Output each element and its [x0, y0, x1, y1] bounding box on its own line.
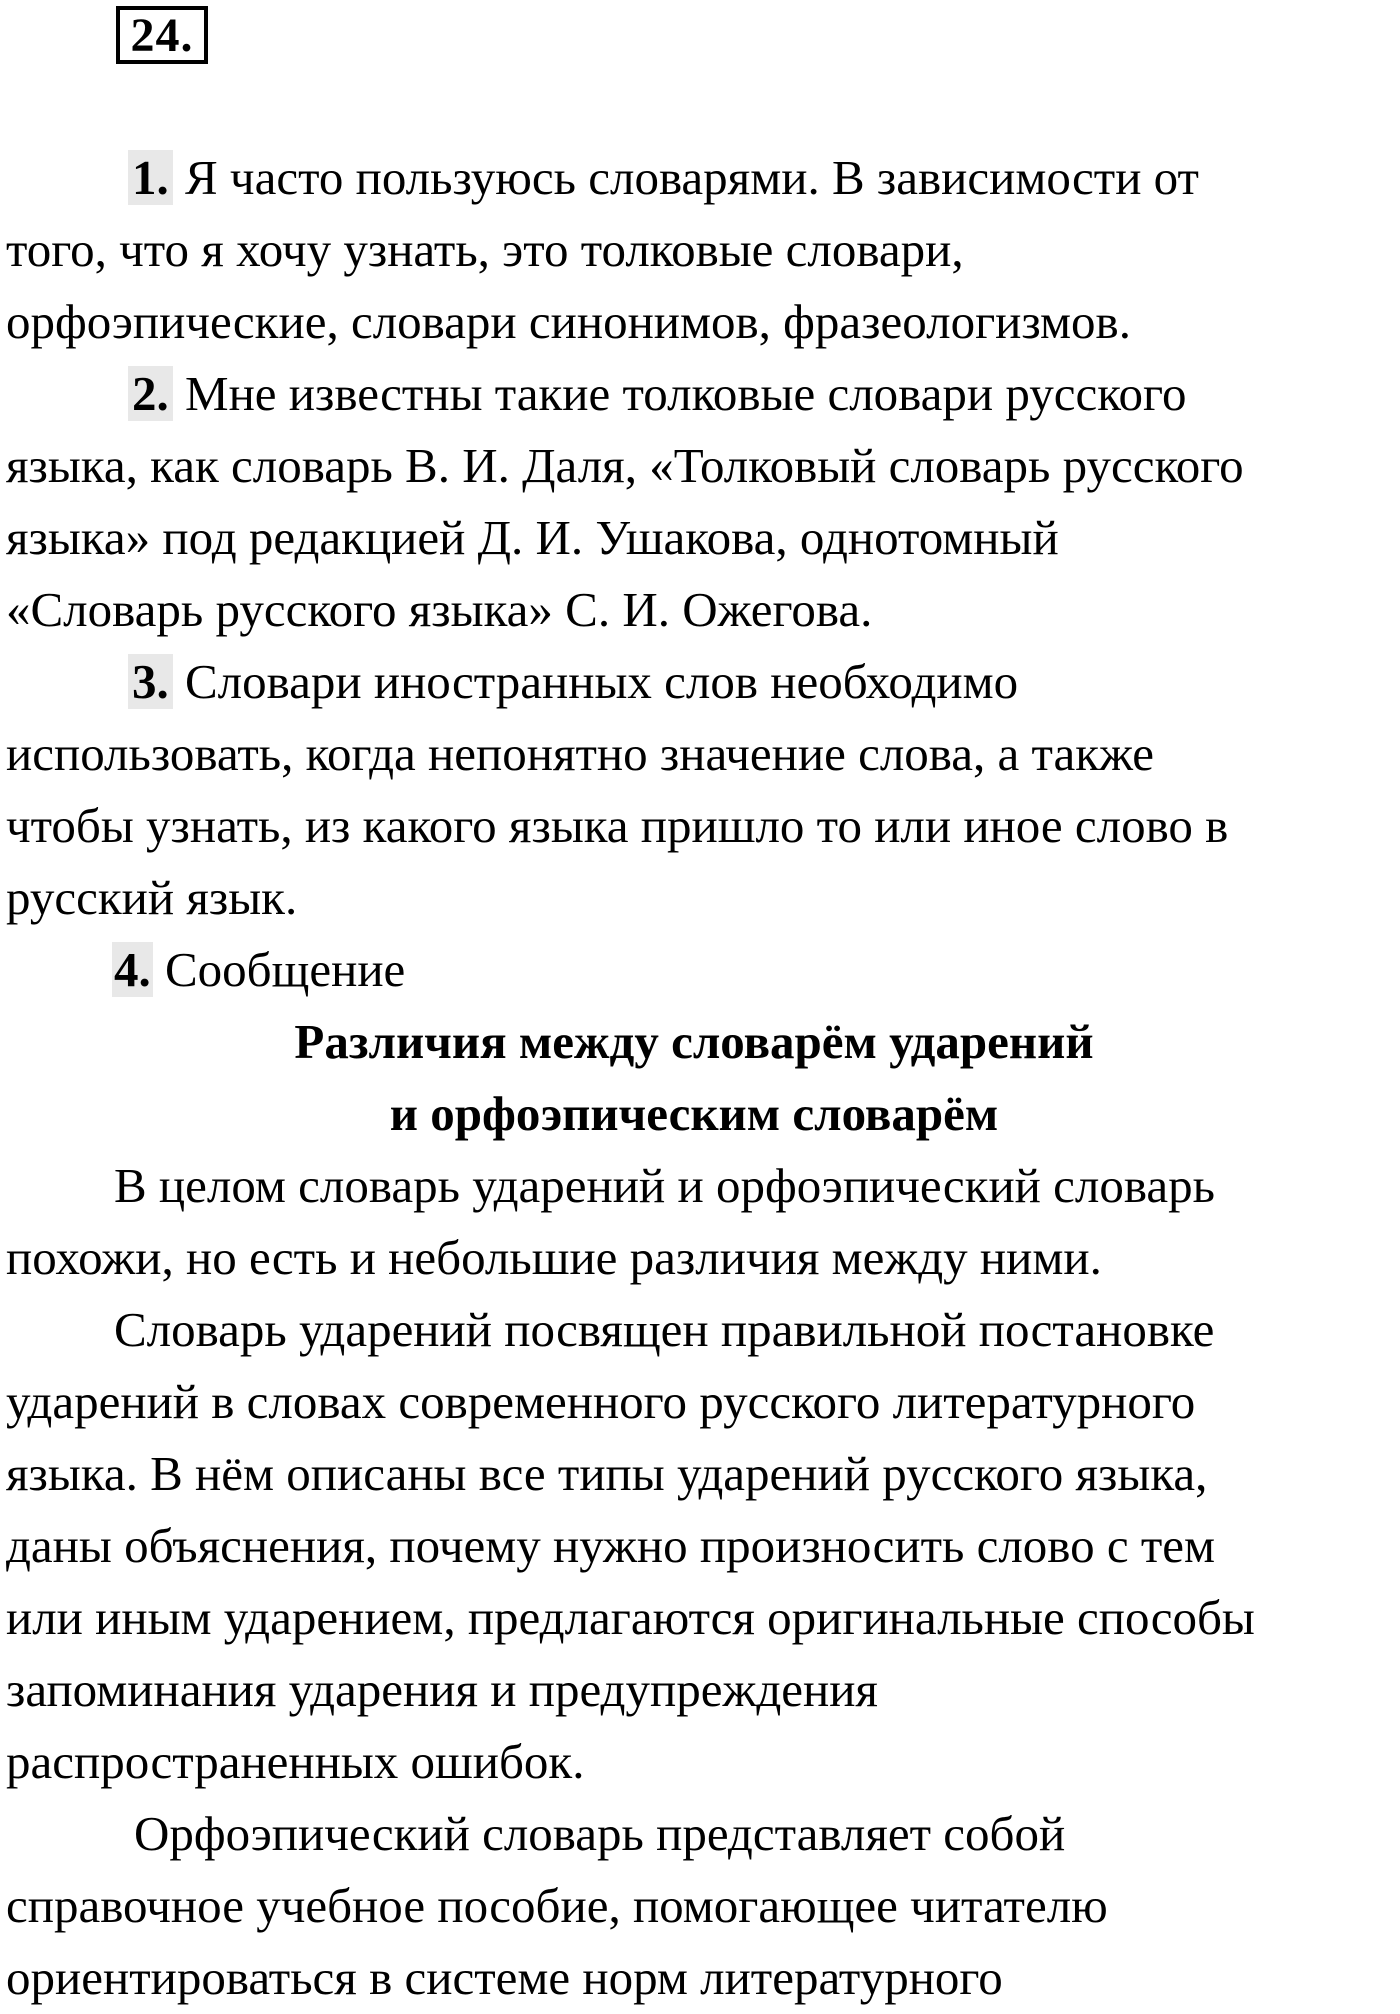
answer-item-2-line-2: языка, как словарь В. И. Даля, «Толковый словарь русского: [6, 438, 1244, 493]
message-paragraph-2-line-5: или иным ударением, предлагаются оригинальные способы: [6, 1590, 1255, 1645]
answer-item-4-number: 4.: [114, 942, 151, 997]
answer-item-2-line-1: [6, 358, 1396, 430]
message-paragraph-2-line-3: языка. В нём описаны все типы ударений русского языка,: [6, 1446, 1208, 1501]
answer-item-2-number: 2.: [128, 366, 173, 421]
message-paragraph-2-line-1: Словарь ударений посвящен правильной постановке: [114, 1302, 1215, 1357]
answer-item-1-line-1: [6, 142, 1396, 214]
answer-item-3-line-2: использовать, когда непонятно значение слова, а также: [6, 726, 1155, 781]
message-paragraph-3-line-3: ориентироваться в системе норм литературного: [6, 1950, 1003, 2005]
exercise-number: 24.: [116, 6, 208, 64]
message-paragraph-1-line-1: В целом словарь ударений и орфоэпический словарь: [114, 1158, 1215, 1213]
answer-item-2-line-3: языка» под редакцией Д. И. Ушакова, однотомный: [6, 510, 1059, 565]
message-paragraph-2-line-7: распространенных ошибок.: [6, 1734, 585, 1789]
answer-item-4-text: Сообщение: [152, 942, 406, 997]
answer-item-4-line-1: [6, 934, 1396, 1006]
message-paragraph-3-line-1: Орфоэпический словарь представляет собой: [134, 1806, 1066, 1861]
answer-item-3-line-4: русский язык.: [6, 870, 298, 925]
message-paragraph-2-line-6: запоминания ударения и предупреждения: [6, 1662, 878, 1717]
answer-item-1-number: 1.: [128, 150, 173, 205]
message-paragraph-1-line-2: похожи, но есть и небольшие различия между ними.: [6, 1230, 1102, 1285]
message-paragraph-2-line-2: ударений в словах современного русского литературного: [6, 1374, 1196, 1429]
answer-item-3-line-3: чтобы узнать, из какого языка пришло то или иное слово в: [6, 798, 1229, 853]
answer-item-3-line-1: [6, 646, 1396, 718]
answer-item-1-text: Я часто пользуюсь словарями. В зависимости от: [172, 150, 1199, 205]
answer-item-1-line-2: того, что я хочу узнать, это толковые словари,: [6, 222, 964, 277]
answer-item-2-text: Мне известны такие толковые словари русского: [172, 366, 1187, 421]
answer-text: [6, 142, 1396, 2014]
answer-item-2-line-4: «Словарь русского языка» С. И. Ожегова.: [6, 582, 873, 637]
answer-item-3-text: Словари иностранных слов необходимо: [172, 654, 1019, 709]
message-title-line-1: Различия между словарём ударений: [294, 1014, 1094, 1069]
answer-item-3-number: 3.: [128, 654, 173, 709]
message-paragraph-2-line-4: даны объяснения, почему нужно произносить слово с тем: [6, 1518, 1216, 1573]
answer-item-1-line-3: орфоэпические, словари синонимов, фразеологизмов.: [6, 294, 1131, 349]
message-title-line-2: и орфоэпическим словарём: [389, 1086, 999, 1141]
message-paragraph-3-line-2: справочное учебное пособие, помогающее читателю: [6, 1878, 1108, 1933]
